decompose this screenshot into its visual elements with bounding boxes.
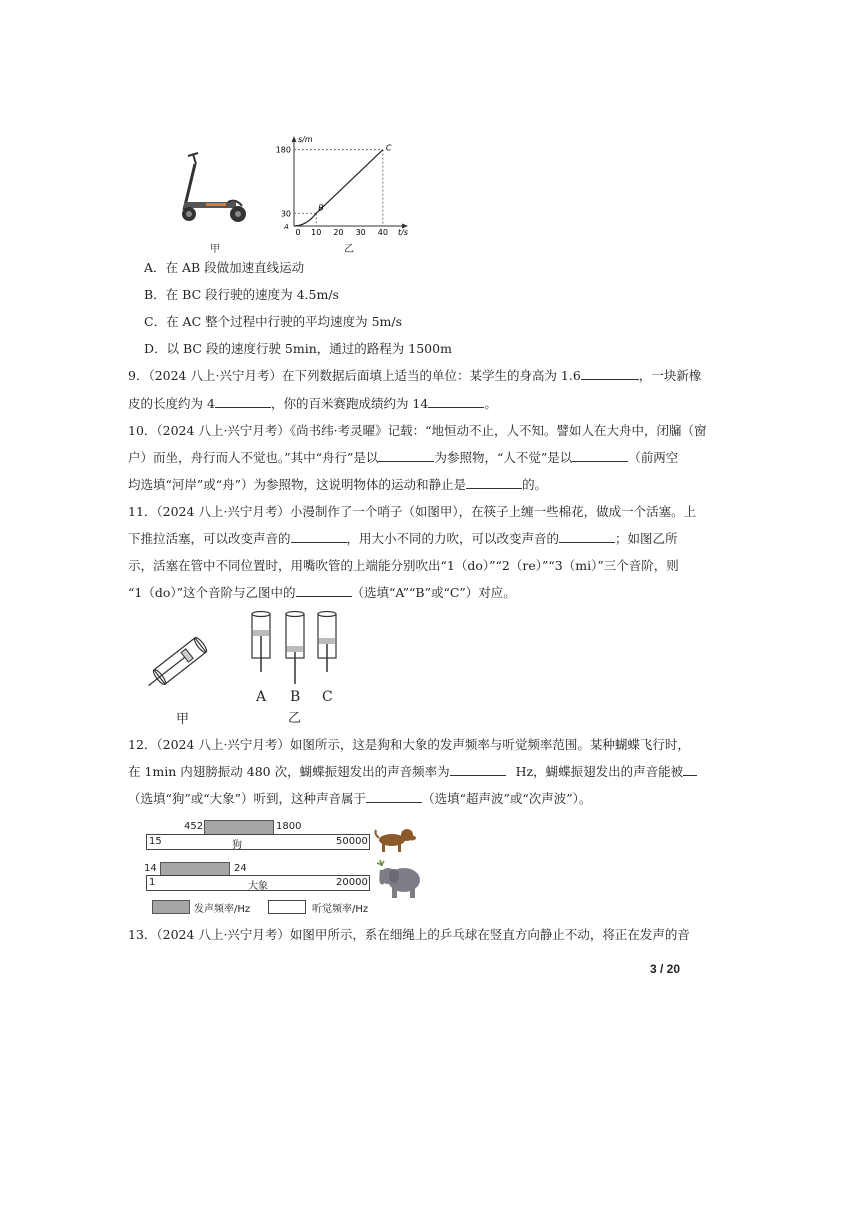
q13-line-1: 13．（2024 八上·兴宁月考）如图甲所示，系在细绳上的乒乓球在竖直方向静止不动，将正在发声的音 [128, 927, 690, 942]
whistle-image [142, 628, 218, 694]
q10-line-3: 均选填“河岸”或“舟”）为参照物，这说明物体的运动和静止是 的。 [128, 477, 548, 492]
legend-hear-swatch [268, 900, 306, 914]
elephant-icon [374, 858, 432, 902]
point-c-label: C [385, 143, 392, 153]
y-tick-label: 30 [280, 209, 291, 219]
q9-line-2: 皮的长度约为 4 ，你的百米赛跑成绩约为 14 。 [128, 396, 497, 411]
fig8-left-caption: 甲 [210, 244, 220, 255]
x-axis-label: t/s [398, 228, 408, 237]
y-tick-label: 180 [275, 145, 291, 155]
answer-blank[interactable] [466, 476, 522, 489]
elephant-hear-low: 1 [149, 877, 156, 888]
whistle-caption: 甲 [176, 712, 190, 727]
answer-blank[interactable] [378, 449, 434, 462]
answer-blank[interactable] [296, 584, 352, 597]
answer-blank[interactable] [450, 763, 506, 776]
scooter-image [176, 150, 256, 228]
point-a-label: A [284, 223, 289, 231]
dog-icon [372, 826, 418, 854]
segment-ab [294, 213, 316, 226]
q11-line-1: 11．（2024 八上·兴宁月考）小漫制作了一个哨子（如图甲），在筷子上缠一些棉花，做成一个活塞。上 [128, 504, 697, 519]
tubes-caption: 乙 [288, 711, 302, 726]
q8-option-c: C．在 AC 整个过程中行驶的平均速度为 5m/s [144, 314, 403, 329]
tube-diagram [246, 610, 342, 690]
q12-line-1: 12．（2024 八上·兴宁月考）如图所示，这是狗和大象的发声频率与听觉频率范围。某种蝴蝶飞行时， [128, 737, 690, 752]
q8-option-a: A．在 AB 段做加速直线运动 [144, 260, 305, 275]
q12-line-2: 在 1min 内翅膀振动 480 次，蝴蝶振翅发出的声音频率为 Hz，蝴蝶振翅发出的声音能被 [128, 763, 697, 781]
dog-emit-low: 452 [184, 821, 204, 832]
fig8-right-caption: 乙 [344, 244, 354, 255]
q10-line-2: 户）而坐，舟行而人不觉也。”其中“舟行”是以 为参照物，“人不觉”是以 （前两空 [128, 450, 679, 465]
page-number: 3 / 20 [650, 962, 681, 976]
tube-b [286, 612, 304, 685]
elephant-emit-low: 14 [144, 863, 157, 874]
q10-line-1: 10．（2024 八上·兴宁月考）《尚书纬·考灵曜》记载：“地恒动不止，人不知。譬如人在大舟中，闭牖（窗 [128, 423, 707, 438]
q11-line-3: 示，活塞在管中不同位置时，用嘴吹管的上端能分别吹出“1（do）”“2（re）”“3（mi）”三个音阶，则 [128, 558, 679, 573]
legend-emit-swatch [152, 900, 190, 914]
elephant-hear-high: 20000 [336, 877, 368, 888]
dog-emit-bar [204, 820, 274, 835]
x-tick-label: 20 [333, 228, 344, 237]
tube-label-a: A [256, 689, 267, 705]
answer-blank[interactable] [683, 763, 697, 776]
q9-line-1: 9．（2024 八上·兴宁月考）在下列数据后面填上适当的单位：某学生的身高为 1.6 ，一块新橡 [128, 368, 702, 383]
x-tick-label: 30 [355, 228, 366, 237]
legend-hear-label: 听觉频率/Hz [312, 904, 369, 915]
q11-line-2: 下推拉活塞，可以改变声音的 ，用大小不同的力吹，可以改变声音的 ；如图乙所 [128, 531, 678, 546]
legend-emit-label: 发声频率/Hz [194, 904, 251, 915]
dog-emit-high: 1800 [276, 821, 302, 832]
elephant-label: 大象 [248, 881, 268, 892]
answer-blank[interactable] [581, 367, 639, 380]
dog-hear-high: 50000 [336, 836, 368, 847]
tube-c [318, 612, 336, 673]
q8-option-d: D．以 BC 段的速度行驶 5min，通过的路程为 1500m [144, 341, 452, 356]
elephant-emit-high: 24 [234, 863, 247, 874]
answer-blank[interactable] [559, 530, 615, 543]
answer-blank[interactable] [366, 790, 422, 803]
answer-blank[interactable] [215, 395, 271, 408]
q8-option-b: B．在 BC 段行驶的速度为 4.5m/s [144, 287, 339, 302]
answer-blank[interactable] [291, 530, 347, 543]
tube-label-c: C [322, 689, 333, 705]
x-tick-label: 10 [311, 228, 322, 237]
tube-a [252, 612, 270, 673]
tube-label-b: B [290, 689, 301, 705]
x-tick-label: 40 [377, 228, 388, 237]
answer-blank[interactable] [572, 449, 628, 462]
dog-hear-low: 15 [149, 836, 162, 847]
distance-time-graph [272, 134, 422, 238]
x-tick-label: 0 [295, 228, 301, 237]
q12-line-3: （选填“狗”或“大象”）听到，这种声音属于 （选填“超声波”或“次声波”）。 [128, 791, 592, 806]
frequency-figure [146, 818, 436, 918]
point-b-label: B [318, 203, 324, 213]
dog-label: 狗 [232, 840, 242, 851]
y-axis-arrow [292, 136, 297, 142]
segment-bc [316, 150, 383, 214]
answer-blank[interactable] [428, 395, 484, 408]
q11-line-4: “1（do）”这个音阶与乙图中的 （选填“A”“B”或“C”）对应。 [128, 585, 516, 600]
y-axis-label: s/m [298, 135, 313, 144]
